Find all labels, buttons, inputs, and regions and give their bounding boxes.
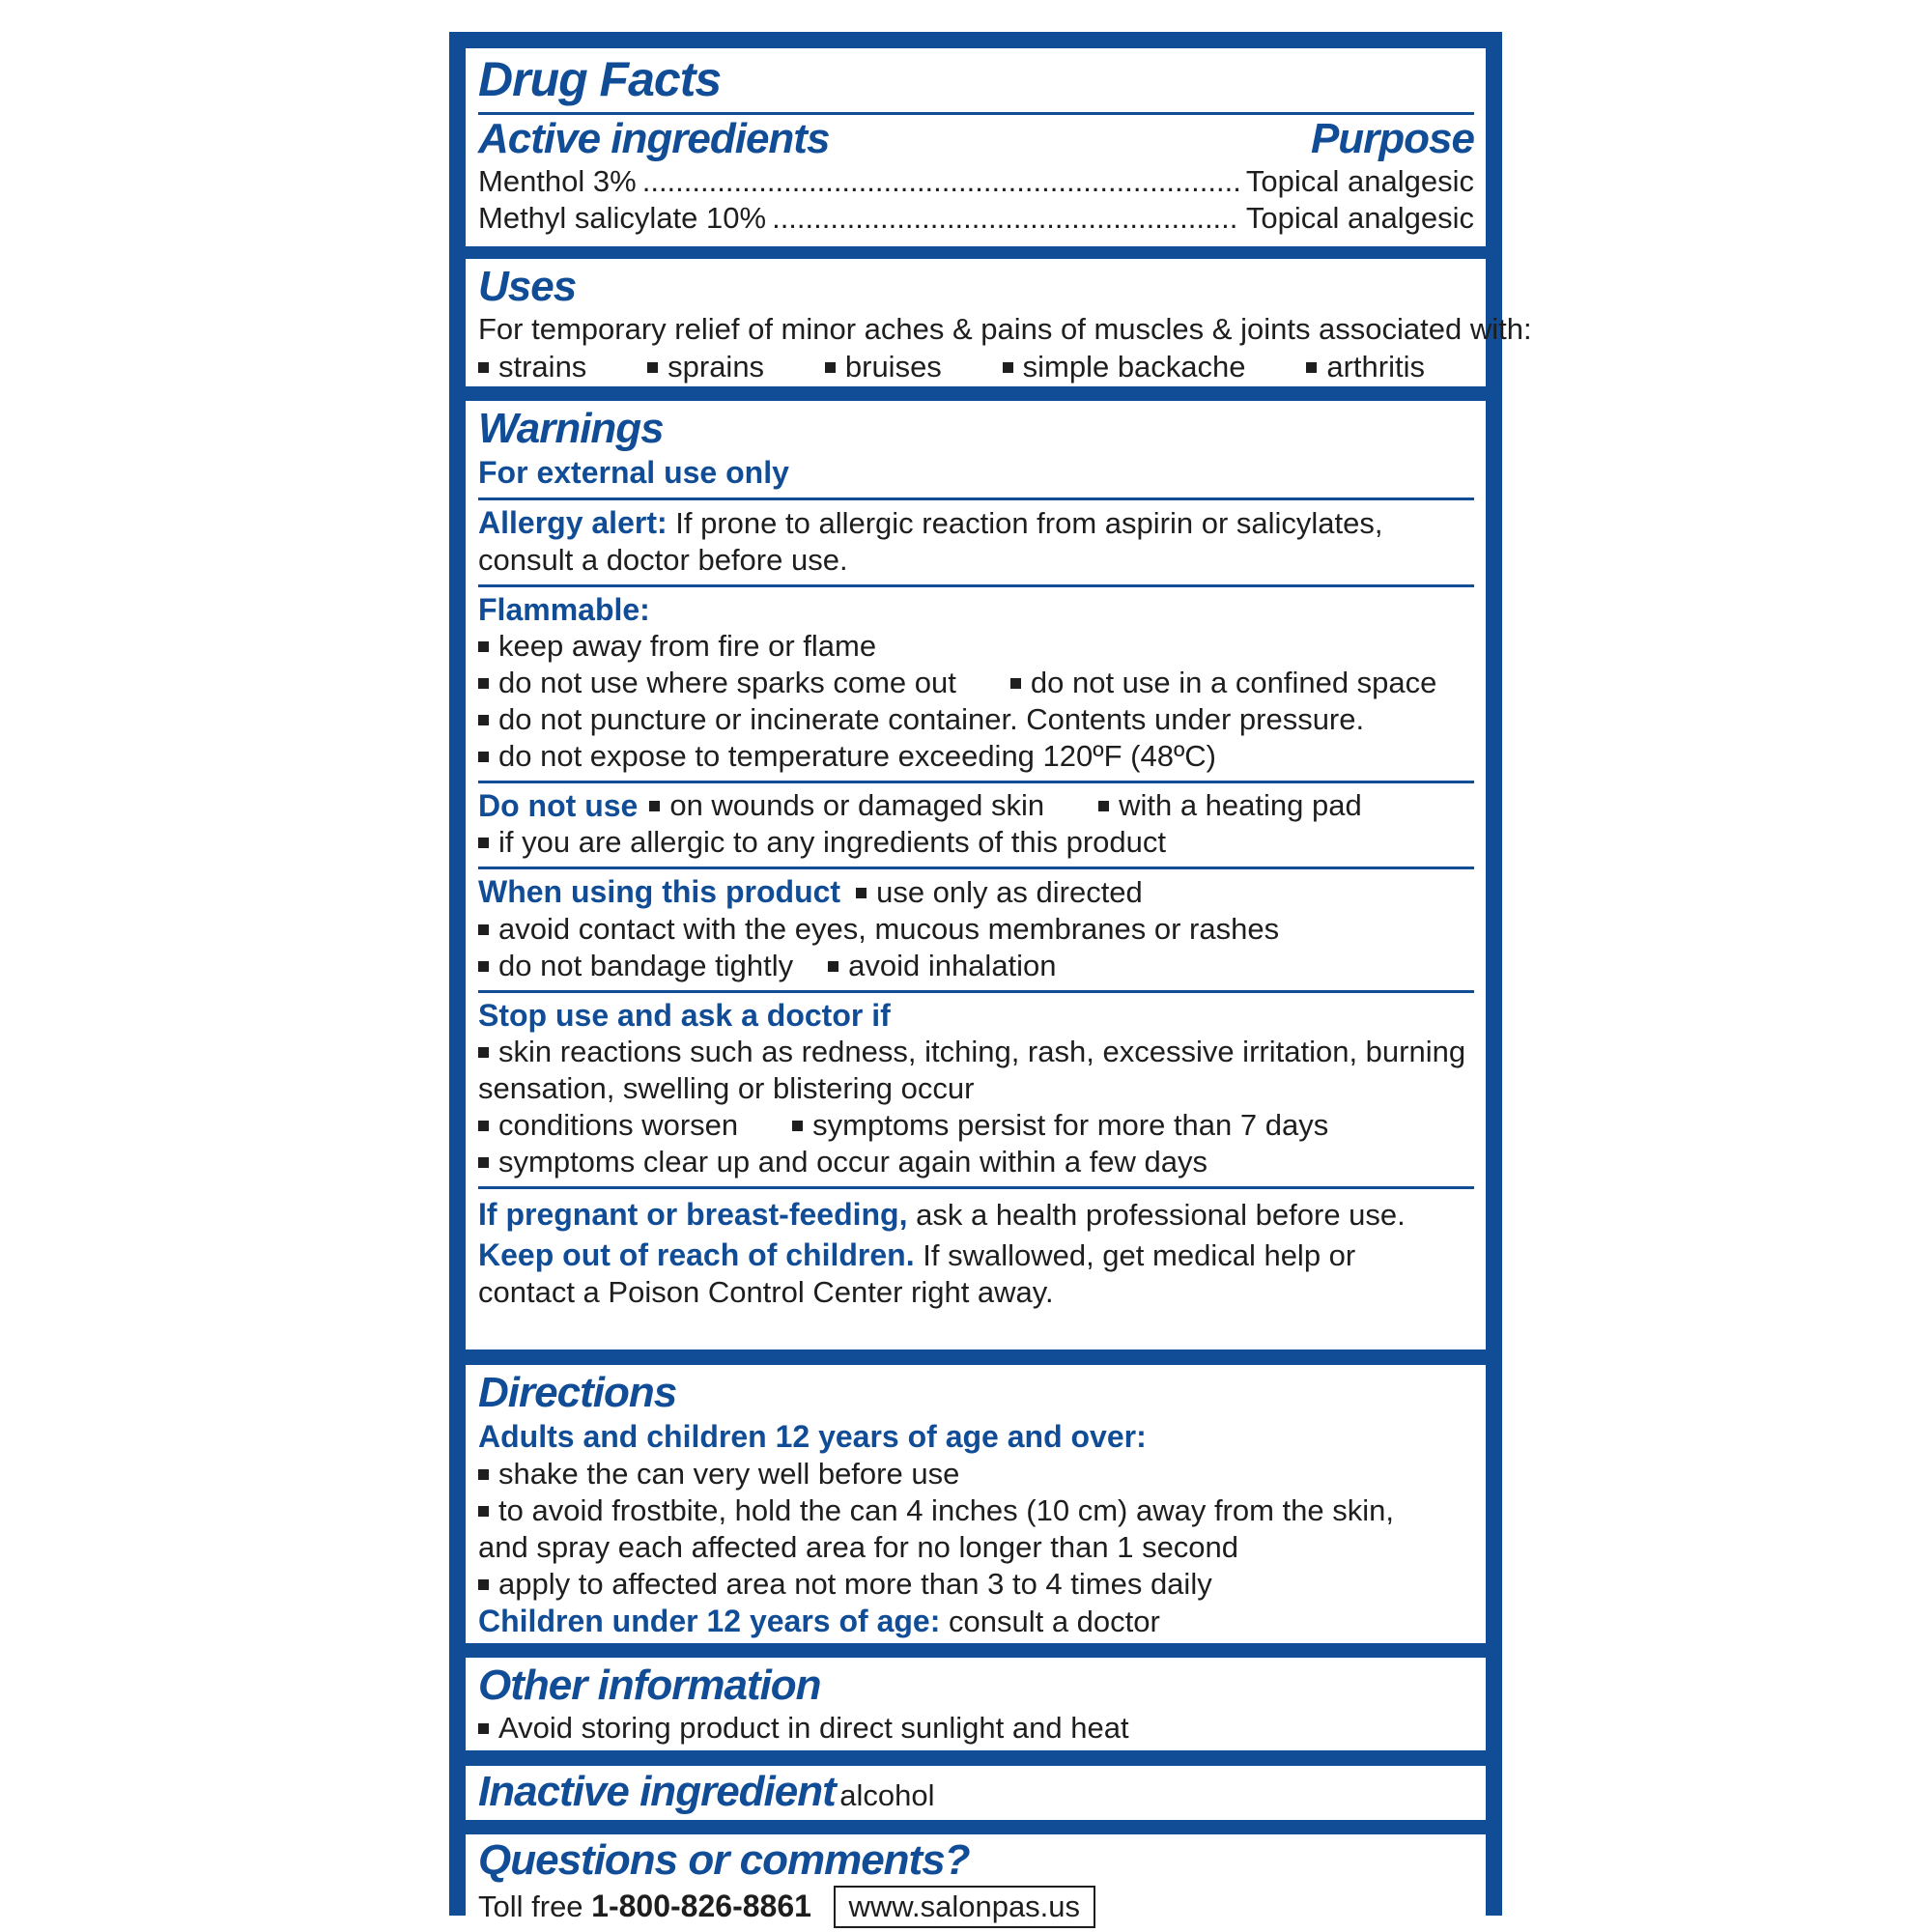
list-item-label: skin reactions such as redness, itching, rash, excessive irritation, burning	[498, 1035, 1466, 1068]
list-item-label: sprains	[668, 350, 765, 384]
warnings-panel	[466, 401, 1486, 1350]
bullet-icon	[478, 715, 489, 725]
drug-facts-title: Drug Facts	[478, 52, 722, 106]
list-item-label: symptoms persist for more than 7 days	[812, 1108, 1329, 1142]
bullet-icon	[792, 1121, 803, 1131]
bullet-icon	[478, 1469, 489, 1480]
inactive-ingredient-line	[478, 1766, 1474, 1816]
dot-leader	[772, 200, 1240, 237]
children-directions	[478, 1603, 1474, 1640]
list-item	[1306, 348, 1425, 386]
active-ingredients-panel	[466, 48, 1486, 246]
do-not-use-section	[478, 787, 1474, 861]
list-item-continuation: sensation, swelling or blistering occur	[478, 1071, 975, 1105]
warnings-heading: Warnings	[478, 405, 664, 452]
bullet-icon	[1098, 801, 1109, 811]
list-item-label: do not bandage tightly	[498, 949, 794, 982]
questions-heading: Questions or comments?	[478, 1836, 970, 1884]
bullet-icon	[478, 752, 489, 762]
toll-free-label: Toll free	[478, 1889, 583, 1923]
list-item-label: Avoid storing product in direct sunlight and heat	[498, 1711, 1129, 1745]
section-divider	[478, 1186, 1474, 1189]
stop-use-section	[478, 997, 1474, 1180]
list-item-label: use only as directed	[876, 875, 1143, 909]
list-item-label: strains	[498, 350, 587, 384]
list-item-label: avoid contact with the eyes, mucous membranes or rashes	[498, 912, 1280, 946]
pregnancy-label: If pregnant or breast-feeding,	[478, 1197, 908, 1232]
bullet-icon	[478, 1579, 489, 1590]
bullet-icon	[828, 961, 838, 972]
list-item	[478, 1456, 1474, 1492]
list-item	[478, 701, 1474, 738]
questions-panel	[466, 1834, 1486, 1931]
list-item	[478, 911, 1474, 948]
stop-use-label: Stop use and ask a doctor if	[478, 998, 891, 1033]
list-item	[828, 948, 1056, 984]
allergy-alert-label: Allergy alert:	[478, 505, 668, 540]
bullet-icon	[1010, 678, 1021, 689]
bullet-icon	[478, 1157, 489, 1168]
list-item-label: with a heating pad	[1119, 788, 1362, 822]
bullet-icon	[478, 1723, 489, 1734]
list-item-label: to avoid frostbite, hold the can 4 inches (10 cm) away from the skin,	[498, 1493, 1395, 1527]
when-using-label: When using this product	[478, 874, 841, 909]
list-item-label: on wounds or damaged skin	[669, 788, 1045, 822]
active-ingredients-heading: Active ingredients	[478, 115, 830, 162]
allergy-alert-text: If prone to allergic reaction from aspirin or salicylates,	[675, 506, 1383, 540]
when-using-line	[478, 873, 1474, 911]
active-ingredients-header	[478, 115, 1474, 163]
allergy-alert	[478, 504, 1474, 579]
drug-facts-label	[449, 32, 1532, 1923]
other-information-heading: Other information	[478, 1662, 821, 1709]
list-item-continuation: and spray each affected area for no longer than 1 second	[478, 1530, 1239, 1564]
ingredient-purpose: Topical analgesic	[1245, 164, 1474, 198]
bullet-icon	[478, 838, 489, 848]
list-item	[478, 348, 586, 386]
ingredient-name: Menthol 3%	[478, 164, 637, 198]
bullet-icon	[478, 924, 489, 935]
bullet-icon	[856, 888, 867, 898]
list-item	[478, 1566, 1474, 1603]
bullet-icon	[478, 641, 489, 652]
directions-heading: Directions	[478, 1369, 677, 1416]
bullet-icon	[478, 362, 489, 373]
list-item-label: do not use in a confined space	[1030, 666, 1437, 699]
directions-list	[478, 1456, 1474, 1640]
list-item-label: arthritis	[1326, 350, 1425, 384]
children-label: Keep out of reach of children.	[478, 1237, 915, 1272]
bullet-icon	[1306, 362, 1317, 373]
list-item-label: bruises	[844, 350, 942, 384]
children-text: If swallowed, get medical help or	[923, 1238, 1356, 1272]
bullet-icon	[478, 678, 489, 689]
section-divider	[478, 584, 1474, 587]
section-divider	[478, 990, 1474, 993]
uses-panel	[466, 259, 1532, 386]
uses-intro: For temporary relief of minor aches & pains of muscles & joints associated with:	[478, 312, 1532, 346]
uses-heading: Uses	[478, 263, 577, 310]
list-item	[478, 1492, 1474, 1529]
list-item-pair	[478, 665, 1474, 701]
external-use-notice: For external use only	[478, 455, 789, 490]
list-item	[1010, 665, 1437, 701]
purpose-heading: Purpose	[1310, 115, 1474, 162]
do-not-use-label: Do not use	[478, 788, 639, 823]
website-link[interactable]: www.salonpas.us	[834, 1886, 1096, 1928]
list-item-label: do not puncture or incinerate container. Contents under pressure.	[498, 702, 1365, 736]
ingredient-purpose: Topical analgesic	[1245, 201, 1474, 235]
list-item-label: simple backache	[1022, 350, 1246, 384]
bullet-icon	[478, 961, 489, 972]
do-not-use-line	[478, 787, 1474, 824]
list-item	[825, 348, 942, 386]
section-divider	[478, 781, 1474, 783]
children-directions-text: consult a doctor	[948, 1605, 1160, 1638]
list-item-label: do not use where sparks come out	[498, 666, 956, 699]
list-item-label: conditions worsen	[498, 1108, 739, 1142]
bullet-icon	[825, 362, 836, 373]
inactive-ingredient-value: alcohol	[839, 1778, 935, 1812]
bullet-icon	[478, 1121, 489, 1131]
list-item-pair	[478, 948, 1474, 984]
list-item-label: if you are allergic to any ingredients of this product	[498, 825, 1166, 859]
list-item	[1003, 348, 1246, 386]
list-item	[478, 1710, 1474, 1747]
children-directions-label: Children under 12 years of age:	[478, 1604, 941, 1638]
list-item	[478, 665, 956, 701]
when-using-section	[478, 873, 1474, 984]
pregnancy-text: ask a health professional before use.	[916, 1198, 1406, 1232]
bullet-icon	[647, 362, 658, 373]
directions-panel	[466, 1365, 1486, 1643]
section-divider	[478, 497, 1474, 500]
children-warning	[478, 1236, 1474, 1311]
list-item	[478, 628, 1474, 665]
phone-number: 1-800-826-8861	[591, 1889, 811, 1923]
bullet-icon	[1003, 362, 1013, 373]
bullet-icon	[478, 1506, 489, 1517]
list-item-label: do not expose to temperature exceeding 120ºF (48ºC)	[498, 739, 1216, 773]
toll-free-line	[478, 1885, 1474, 1928]
flammable-label: Flammable:	[478, 592, 650, 627]
list-item	[478, 1144, 1474, 1180]
list-item-label: shake the can very well before use	[498, 1457, 960, 1491]
list-item-label: avoid inhalation	[848, 949, 1057, 982]
ingredient-name: Methyl salicylate 10%	[478, 201, 767, 235]
list-item-pair	[478, 1107, 1474, 1144]
dot-leader	[642, 163, 1240, 200]
list-item	[478, 948, 793, 984]
list-item	[478, 824, 1474, 861]
list-item	[649, 787, 1044, 824]
list-item-label: symptoms clear up and occur again within a few days	[498, 1145, 1208, 1179]
inactive-ingredient-panel	[466, 1766, 1486, 1820]
inactive-ingredient-heading: Inactive ingredient	[478, 1768, 836, 1815]
pregnancy-warning	[478, 1193, 1474, 1236]
list-item	[647, 348, 764, 386]
list-item	[1098, 787, 1362, 824]
list-item	[478, 738, 1474, 775]
list-item	[792, 1107, 1328, 1144]
ingredient-row	[478, 163, 1474, 200]
bullet-icon	[478, 1047, 489, 1058]
section-divider	[478, 867, 1474, 869]
list-item-label: apply to affected area not more than 3 to 4 times daily	[498, 1567, 1212, 1601]
other-information-panel	[466, 1658, 1486, 1750]
ingredient-row	[478, 200, 1474, 237]
list-item-label: keep away from fire or flame	[498, 629, 877, 663]
uses-list	[478, 348, 1425, 386]
list-item	[478, 1107, 738, 1144]
bullet-icon	[649, 801, 660, 811]
children-text-2: contact a Poison Control Center right away.	[478, 1275, 1054, 1309]
adults-label: Adults and children 12 years of age and over:	[478, 1419, 1147, 1454]
list-item	[478, 1034, 1474, 1070]
flammable-section	[478, 591, 1474, 775]
allergy-alert-text-2: consult a doctor before use.	[478, 543, 848, 577]
